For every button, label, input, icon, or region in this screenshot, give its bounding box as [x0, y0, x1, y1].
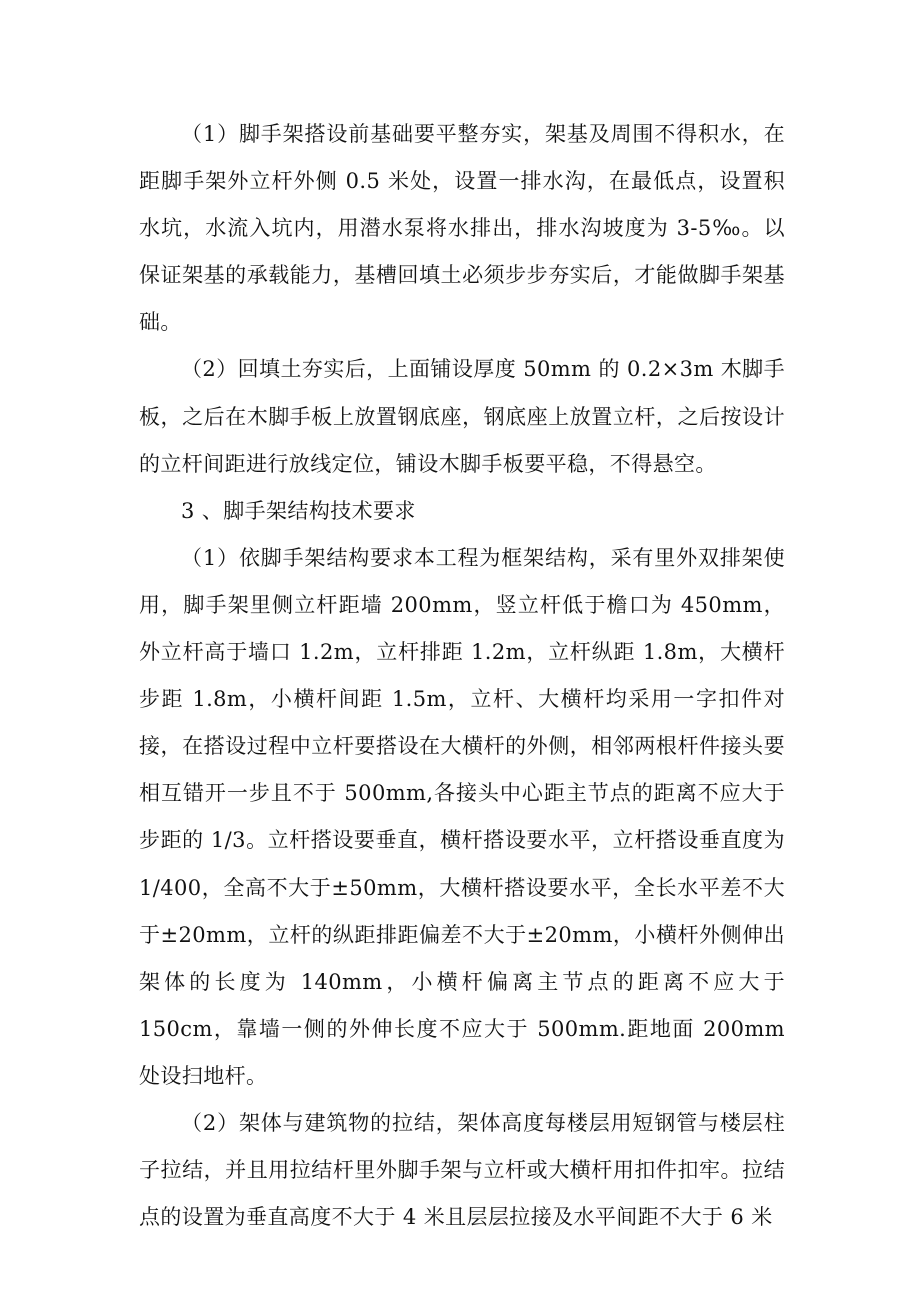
- paragraph-foundation-leveling: （1）脚手架搭设前基础要平整夯实，架基及周围不得积水，在距脚手架外立杆外侧 0.5 米处，设置一排水沟，在最低点，设置积水坑，水流入坑内，用潜水泵将水排出，排水沟坡度为 3-5‰。以保证架基的承载能力，基槽回填土必须步步夯实后，才能做脚手架基础。: [139, 122, 785, 335]
- section-heading-structure-requirements: 3 、脚手架结构技术要求: [181, 498, 416, 523]
- document-body: [139, 111, 785, 1241]
- paragraph-building-tie: （2）架体与建筑物的拉结，架体高度每楼层用短钢管与楼层柱子拉结，并且用拉结杆里外脚手架与立杆或大横杆用扣件扣牢。拉结点的设置为垂直高度不大于 4 米且层层拉接及水平间距不大于 6 米: [139, 1110, 785, 1230]
- paragraph-backfill-planks: （2）回填土夯实后，上面铺设厚度 50mm 的 0.2×3m 木脚手板，之后在木脚手板上放置钢底座，钢底座上放置立杆，之后按设计的立杆间距进行放线定位，铺设木脚手板要平稳，不得悬空。: [139, 357, 785, 476]
- paragraph-frame-structure: （1）依脚手架结构要求本工程为框架结构，采有里外双排架使用，脚手架里侧立杆距墙 200mm，竖立杆低于檐口为 450mm，外立杆高于墙口 1.2m，立杆排距 1.2m，立杆纵距 1.8m，大横杆步距 1.8m，小横杆间距 1.5m，立杆、大横杆均采用一字扣件对接，在搭设过程中立杆要搭设在大横杆的外侧，相邻两根杆件接头要相互错开一步且不于 500mm,各接头中心距主节点的距离不应大于步距的 1/3。立杆搭设要垂直，横杆搭设要水平，立杆搭设垂直度为 1/400，全高不大于±50mm，大横杆搭设要水平，全长水平差不大于±20mm，立杆的纵距排距偏差不大于±20mm，小横杆外侧伸出架体的长度为 140mm，小横杆偏离主节点的距离不应大于 150cm，靠墙一侧的外伸长度不应大于 500mm.距地面 200mm 处设扫地杆。: [139, 545, 785, 1088]
